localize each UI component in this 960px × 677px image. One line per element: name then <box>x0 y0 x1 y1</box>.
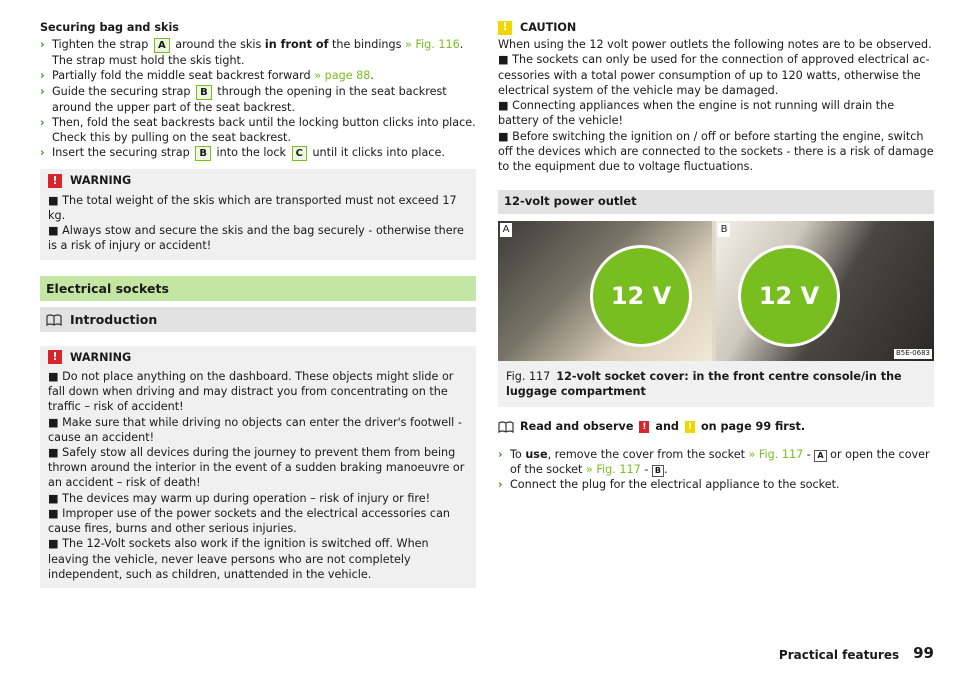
warning-item: ■ Do not place anything on the dashboard. These objects might slide or fall down when driving and may distract you from concentrating on the traffic – risk of accident! <box>48 369 454 414</box>
figure-panel-a <box>498 221 712 361</box>
fig-116-link[interactable]: » Fig. 116 <box>405 38 460 52</box>
warning-item: ■ The 12-Volt sockets also work if the ignition is switched off. When leaving the vehicle, never leave persons who are not completely independent, such as children, unattended in the vehicle. <box>48 537 429 581</box>
page-88-link[interactable]: » page 88 <box>314 69 371 83</box>
label-c: C <box>292 146 307 161</box>
step-use: › To use, remove the cover from the socket » Fig. 117 - A or open the cover of the socket » Fig. 117 - B . <box>498 447 930 476</box>
arrow-right-icon: › <box>40 38 45 52</box>
step-4: › Then, fold the seat backrests back until the locking button clicks into place. Check this by pulling on the seat backrest. <box>40 115 476 145</box>
warning-item: ■ Make sure that while driving no objects can enter the driver's footwell - cause an accident! <box>48 415 462 444</box>
caution-icon: ! <box>685 421 695 433</box>
warning-title: WARNING <box>70 350 132 364</box>
intro-heading <box>40 307 476 332</box>
fig-117-link[interactable]: » Fig. 117 <box>586 462 641 476</box>
warning-item: ■ Safely stow all devices during the journey to prevent them from being thrown around the interior in the event of a sudden braking manoeuvre or an accident – risk of death! <box>48 445 465 490</box>
caution-item: ■ Before switching the ignition on / off or before starting the engine, switch off the devices which are connected to the sockets - there is a risk of damage to the equipment due to voltage fluctuations. <box>498 129 934 174</box>
warning-icon: ! <box>639 421 649 433</box>
caution-title: CAUTION <box>520 21 577 34</box>
step-1: › Tighten the strap A around the skis in front of the bindings » Fig. 116. The strap must hold the skis tight. <box>40 38 464 68</box>
warning-box-2 <box>40 346 476 589</box>
label-b: B <box>195 146 211 161</box>
left-column <box>40 20 476 588</box>
figure-panel-b <box>716 221 934 361</box>
warning-title: WARNING <box>70 174 132 188</box>
fig-117-link[interactable]: » Fig. 117 <box>748 447 804 461</box>
warning-icon: ! <box>48 174 62 188</box>
figure-caption: Fig. 117 12-volt socket cover: in the front centre console/in the luggage compartment <box>498 361 934 407</box>
label-a: A <box>814 450 826 462</box>
step-connect: › Connect the plug for the electrical appliance to the socket. <box>498 478 840 492</box>
figure-letter-a: A <box>500 223 512 237</box>
arrow-right-icon: › <box>40 69 45 83</box>
step-2: › Partially fold the middle seat backrest forward » page 88. <box>40 69 374 83</box>
label-b: B <box>652 465 664 477</box>
page-footer <box>779 643 934 663</box>
caution-intro: When using the 12 volt power outlets the following notes are to be observed. <box>498 38 932 52</box>
arrow-right-icon: › <box>40 84 45 98</box>
read-observe-note: Read and observe ! and ! on page 99 first. <box>498 419 934 434</box>
caution-item: ■ Connecting appliances when the engine is not running will drain the battery of the vehicle! <box>498 99 895 128</box>
warning-item: ■ The total weight of the skis which are transported must not exceed 17 kg. <box>48 193 457 222</box>
step-5: › Insert the securing strap B into the lock C until it clicks into place. <box>40 146 445 160</box>
arrow-right-icon: › <box>498 478 503 492</box>
book-icon <box>46 313 62 325</box>
warning-icon: ! <box>48 350 62 364</box>
12v-callout-b: 12 V <box>738 245 840 347</box>
intro-title: Introduction <box>70 311 158 327</box>
12v-callout-a: 12 V <box>590 245 692 347</box>
arrow-right-icon: › <box>498 447 503 461</box>
image-code: B5E-0683 <box>895 349 930 358</box>
warning-box-1 <box>40 169 476 259</box>
page-number: 99 <box>913 643 934 662</box>
arrow-right-icon: › <box>40 115 45 129</box>
figure-117 <box>498 221 934 361</box>
section-title: Electrical sockets <box>40 276 476 301</box>
warning-item: ■ Improper use of the power sockets and the electrical accessories can cause fires, burns and other serious injuries. <box>48 506 451 536</box>
arrow-right-icon: › <box>40 146 45 160</box>
book-icon <box>498 421 514 433</box>
label-b: B <box>196 85 212 100</box>
warning-item: ■ The devices may warm up during operation – risk of injury or fire! <box>48 491 431 505</box>
securing-heading: Securing bag and skis <box>40 21 179 34</box>
label-a: A <box>154 38 170 53</box>
footer-section: Practical features <box>778 647 900 662</box>
caution-icon: ! <box>498 21 512 35</box>
warning-item: ■ Always stow and secure the skis and the bag securely - otherwise there is a risk of injury or accident! <box>48 224 464 253</box>
caution-item: ■ The sockets can only be used for the connection of approved electrical ac-cessories with a total power consumption of up to 120 watts, otherwise the electrical system of the vehicle may be damaged. <box>498 53 930 97</box>
subsection-title: 12-volt power outlet <box>498 190 934 214</box>
right-column <box>498 20 934 492</box>
step-3: › Guide the securing strap B through the opening in the seat backrest around the upper part of the seat backrest. <box>40 84 447 114</box>
figure-letter-b: B <box>718 223 730 237</box>
